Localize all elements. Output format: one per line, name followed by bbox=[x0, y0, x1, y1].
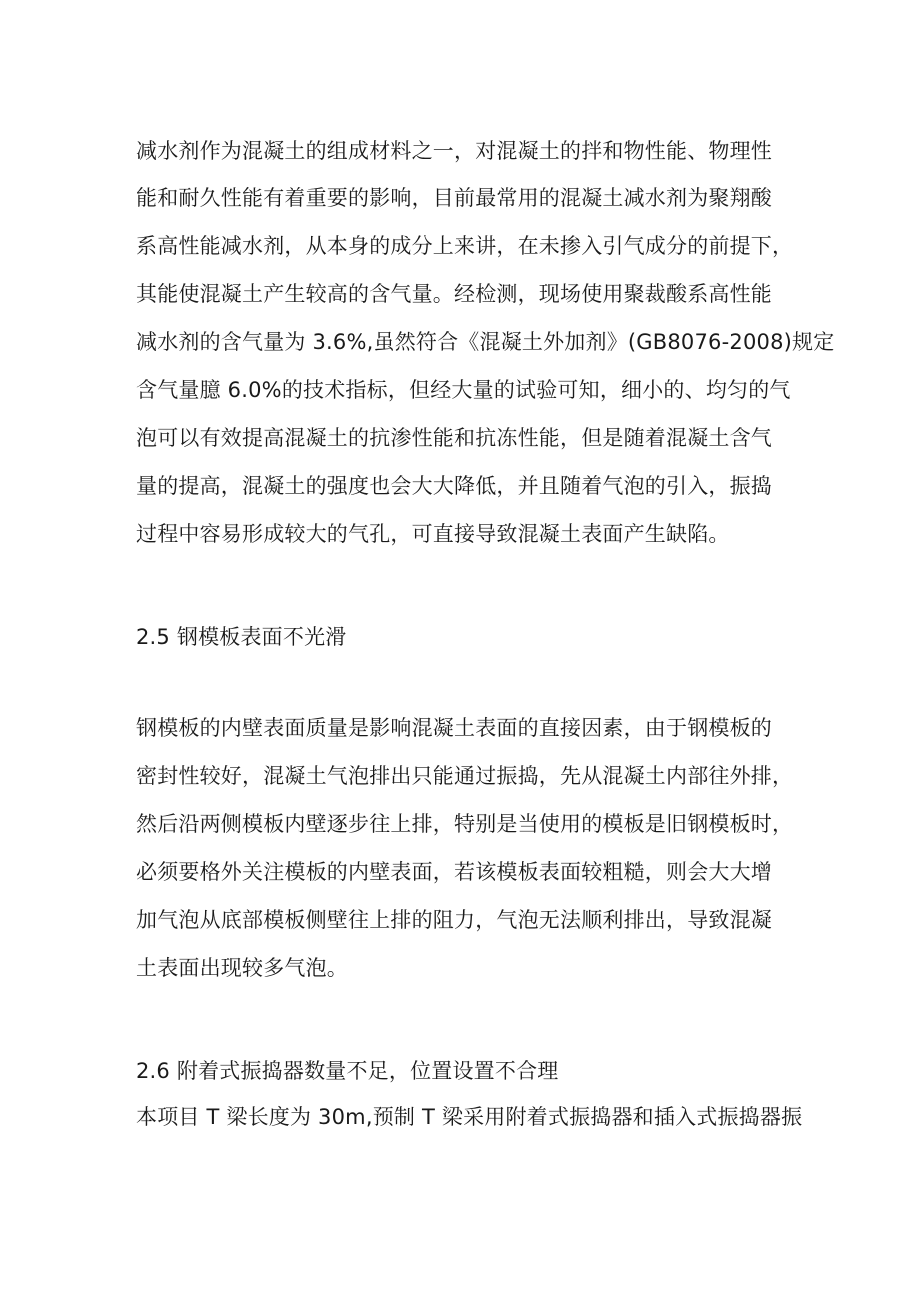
text-line: 密封性较好，混凝土气泡排出只能通过振捣，先从混凝土内部往外排， bbox=[136, 764, 794, 788]
text-line: 泡可以有效提高混凝土的抗渗性能和抗冻性能，但是随着混凝土含气 bbox=[136, 426, 772, 450]
text-line: 过程中容易形成较大的气孔，可直接导致混凝土表面产生缺陷。 bbox=[136, 522, 730, 546]
text-line: 其能使混凝土产生较高的含气量。经检测，现场使用聚裁酸系高性能 bbox=[136, 282, 772, 306]
text-line: 然后沿两侧模板内壁逐步往上排，特别是当使用的模板是旧钢模板时， bbox=[136, 812, 794, 836]
text-line: 能和耐久性能有着重要的影响，目前最常用的混凝土减水剂为聚翔酸 bbox=[136, 186, 772, 210]
text-line: 钢模板的内壁表面质量是影响混凝土表面的直接因素，由于钢模板的 bbox=[136, 716, 772, 740]
section-heading-2-5: 2.5 钢模板表面不光滑 bbox=[136, 625, 347, 649]
text-line: 土表面出现较多气泡。 bbox=[136, 956, 348, 980]
text-line: 减水剂的含气量为 3.6%,虽然符合《混凝土外加剂》(GB8076-2008)规定 bbox=[136, 330, 835, 354]
text-line: 加气泡从底部模板侧壁往上排的阻力，气泡无法顺利排出，导致混凝 bbox=[136, 908, 772, 932]
text-line: 本项目 T 梁长度为 30m,预制 T 梁采用附着式振捣器和插入式振捣器振 bbox=[136, 1105, 803, 1129]
text-line: 减水剂作为混凝土的组成材料之一，对混凝土的拌和物性能、物理性 bbox=[136, 139, 772, 163]
text-line: 系高性能减水剂，从本身的成分上来讲，在未掺入引气成分的前提下， bbox=[136, 234, 794, 258]
section-heading-2-6: 2.6 附着式振捣器数量不足，位置设置不合理 bbox=[136, 1059, 559, 1083]
text-line: 量的提高，混凝土的强度也会大大降低，并且随着气泡的引入，振捣 bbox=[136, 474, 772, 498]
text-line: 含气量臆 6.0%的技术指标，但经大量的试验可知，细小的、均匀的气 bbox=[136, 378, 791, 402]
text-line: 必须要格外关注模板的内壁表面，若该模板表面较粗糙，则会大大增 bbox=[136, 860, 772, 884]
